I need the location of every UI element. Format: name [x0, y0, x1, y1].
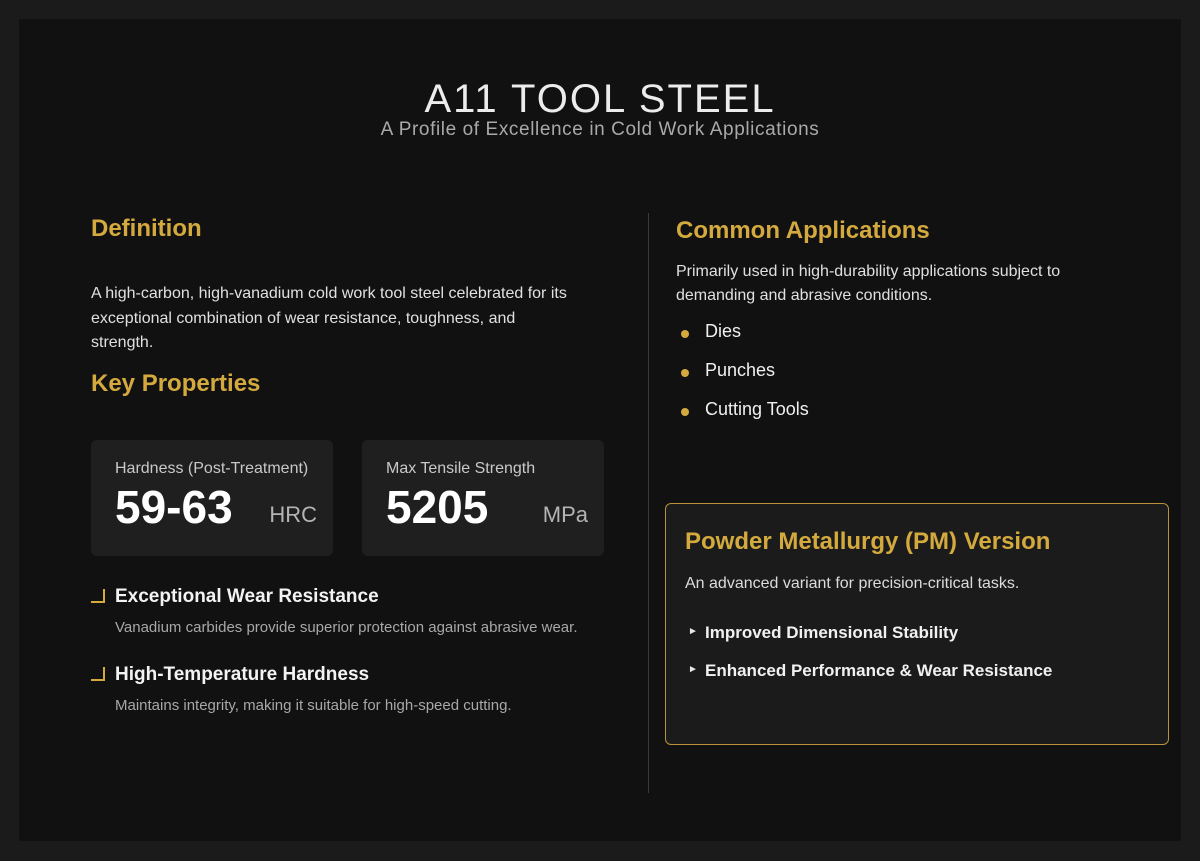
- tensile-strength-label: Max Tensile Strength: [386, 460, 536, 477]
- applications-intro: Primarily used in high-durability applications subject to demanding and abrasive conditions.: [676, 263, 1061, 304]
- key-properties-heading: Key Properties: [91, 370, 261, 397]
- definition-heading: Definition: [91, 215, 202, 242]
- application-label: Punches: [705, 360, 776, 380]
- triangle-right-icon: ►: [688, 664, 698, 675]
- feature-description: Vanadium carbides provide superior protection against abrasive wear.: [115, 619, 578, 636]
- feature-description: Maintains integrity, making it suitable for high-speed cutting.: [115, 697, 512, 714]
- application-label: Dies: [705, 321, 742, 341]
- corner-bracket-icon: [91, 589, 105, 603]
- tensile-strength-value: 5205: [386, 481, 489, 533]
- pm-benefit-label: Enhanced Performance & Wear Resistance: [705, 661, 1053, 680]
- feature-title: High-Temperature Hardness: [115, 664, 370, 685]
- tensile-strength-unit: MPa: [542, 502, 588, 527]
- applications-heading: Common Applications: [676, 217, 930, 244]
- application-label: Cutting Tools: [705, 399, 809, 419]
- dot-bullet-icon: [681, 408, 689, 416]
- triangle-right-icon: ►: [688, 626, 698, 637]
- hardness-stat-card: [91, 440, 333, 556]
- pm-version-intro: An advanced variant for precision-critical tasks.: [685, 575, 1020, 592]
- column-divider: [648, 213, 649, 793]
- corner-bracket-icon: [91, 667, 105, 681]
- pm-benefit-label: Improved Dimensional Stability: [705, 623, 959, 642]
- pm-version-panel: [665, 503, 1169, 745]
- page-subtitle: A Profile of Excellence in Cold Work Applications: [380, 119, 820, 140]
- dot-bullet-icon: [681, 369, 689, 377]
- hardness-value: 59-63: [115, 481, 233, 533]
- dot-bullet-icon: [681, 330, 689, 338]
- pm-version-title: Powder Metallurgy (PM) Version: [685, 528, 1051, 555]
- tensile-strength-stat-card: [362, 440, 604, 556]
- feature-title: Exceptional Wear Resistance: [115, 586, 379, 607]
- hardness-unit: HRC: [269, 502, 317, 527]
- definition-text: A high-carbon, high-vanadium cold work tool steel celebrated for its exceptional combination of wear resistance, toughness, and strength.: [91, 285, 567, 351]
- page-title: A11 TOOL STEEL: [424, 77, 776, 121]
- page-frame: [19, 19, 1181, 841]
- hardness-label: Hardness (Post-Treatment): [115, 460, 309, 477]
